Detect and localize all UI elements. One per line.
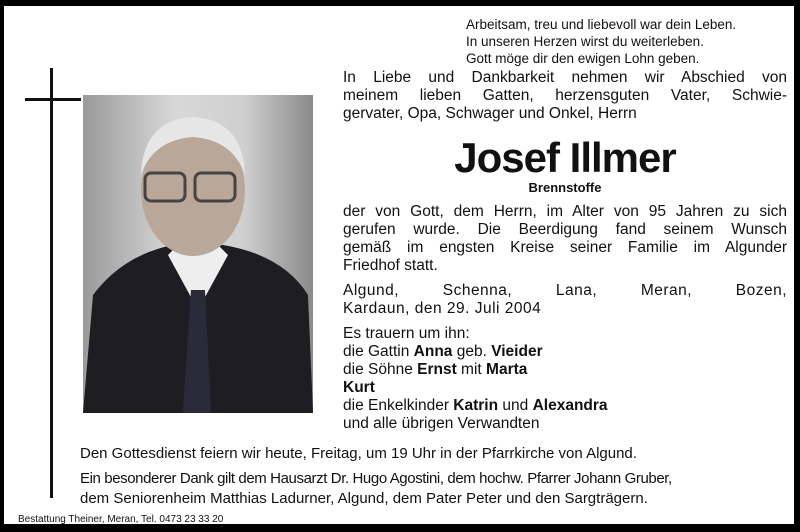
mourner-sons: die Söhne Ernst mit Marta bbox=[343, 361, 528, 378]
motto-line: Arbeitsam, treu und liebevoll war dein Leben. bbox=[466, 17, 737, 32]
notice-body bbox=[343, 203, 787, 433]
death-line: Friedhof statt. bbox=[343, 257, 438, 274]
cross-icon-bar bbox=[25, 98, 81, 101]
mourner-grandchildren: die Enkelkinder Katrin und Alexandra bbox=[343, 397, 608, 414]
deceased-name: Josef Illmer bbox=[454, 134, 676, 181]
mourners-list bbox=[343, 325, 787, 433]
mourner-others: und alle übrigen Verwandten bbox=[343, 415, 540, 432]
funeral-home-footer: Bestattung Theiner, Meran, Tel. 0473 23 33 20 bbox=[18, 514, 224, 525]
intro-line: In Liebe und Dankbarkeit nehmen wir Abschied von bbox=[343, 69, 787, 86]
thanks-line: Ein besonderer Dank gilt dem Hausarzt Dr. Hugo Agostini, dem hochw. Pfarrer Johann Gruber, bbox=[80, 470, 672, 487]
portrait-photo bbox=[83, 95, 313, 413]
obituary-notice bbox=[4, 6, 794, 524]
service-info: Den Gottesdienst feiern wir heute, Freitag, um 19 Uhr in der Pfarrkirche von Algund. bbox=[80, 445, 637, 462]
place-line: Algund, Schenna, Lana, Meran, Bozen, bbox=[343, 282, 787, 299]
cross-icon bbox=[50, 68, 53, 498]
mourners-heading: Es trauern um ihn: bbox=[343, 325, 470, 342]
mourner-son2: Kurt bbox=[343, 379, 375, 396]
intro-line: gervater, Opa, Schwager und Onkel, Herrn bbox=[343, 105, 637, 122]
motto-line: Gott möge dir den ewigen Lohn geben. bbox=[466, 51, 700, 66]
mourner-wife: die Gattin Anna geb. Vieider bbox=[343, 343, 543, 360]
thanks-line: dem Seniorenheim Matthias Ladurner, Algund, dem Pater Peter und den Sargträgern. bbox=[80, 490, 648, 507]
intro-line: meinem lieben Gatten, herzensguten Vater, Schwie- bbox=[343, 87, 787, 104]
death-line: gerufen wurde. Die Beerdigung fand seinem Wunsch bbox=[343, 221, 787, 238]
motto-line: In unseren Herzen wirst du weiterleben. bbox=[466, 34, 704, 49]
motto bbox=[466, 16, 736, 67]
business-name: Brennstoffe bbox=[528, 180, 602, 195]
date-line: Kardaun, den 29. Juli 2004 bbox=[343, 300, 542, 317]
death-line: der von Gott, dem Herrn, im Alter von 95 Jahren zu sich bbox=[343, 203, 787, 220]
service-and-thanks bbox=[80, 444, 672, 509]
intro-text bbox=[343, 69, 787, 123]
death-line: gemäß im engsten Kreise seiner Familie im Algunder bbox=[343, 239, 787, 256]
